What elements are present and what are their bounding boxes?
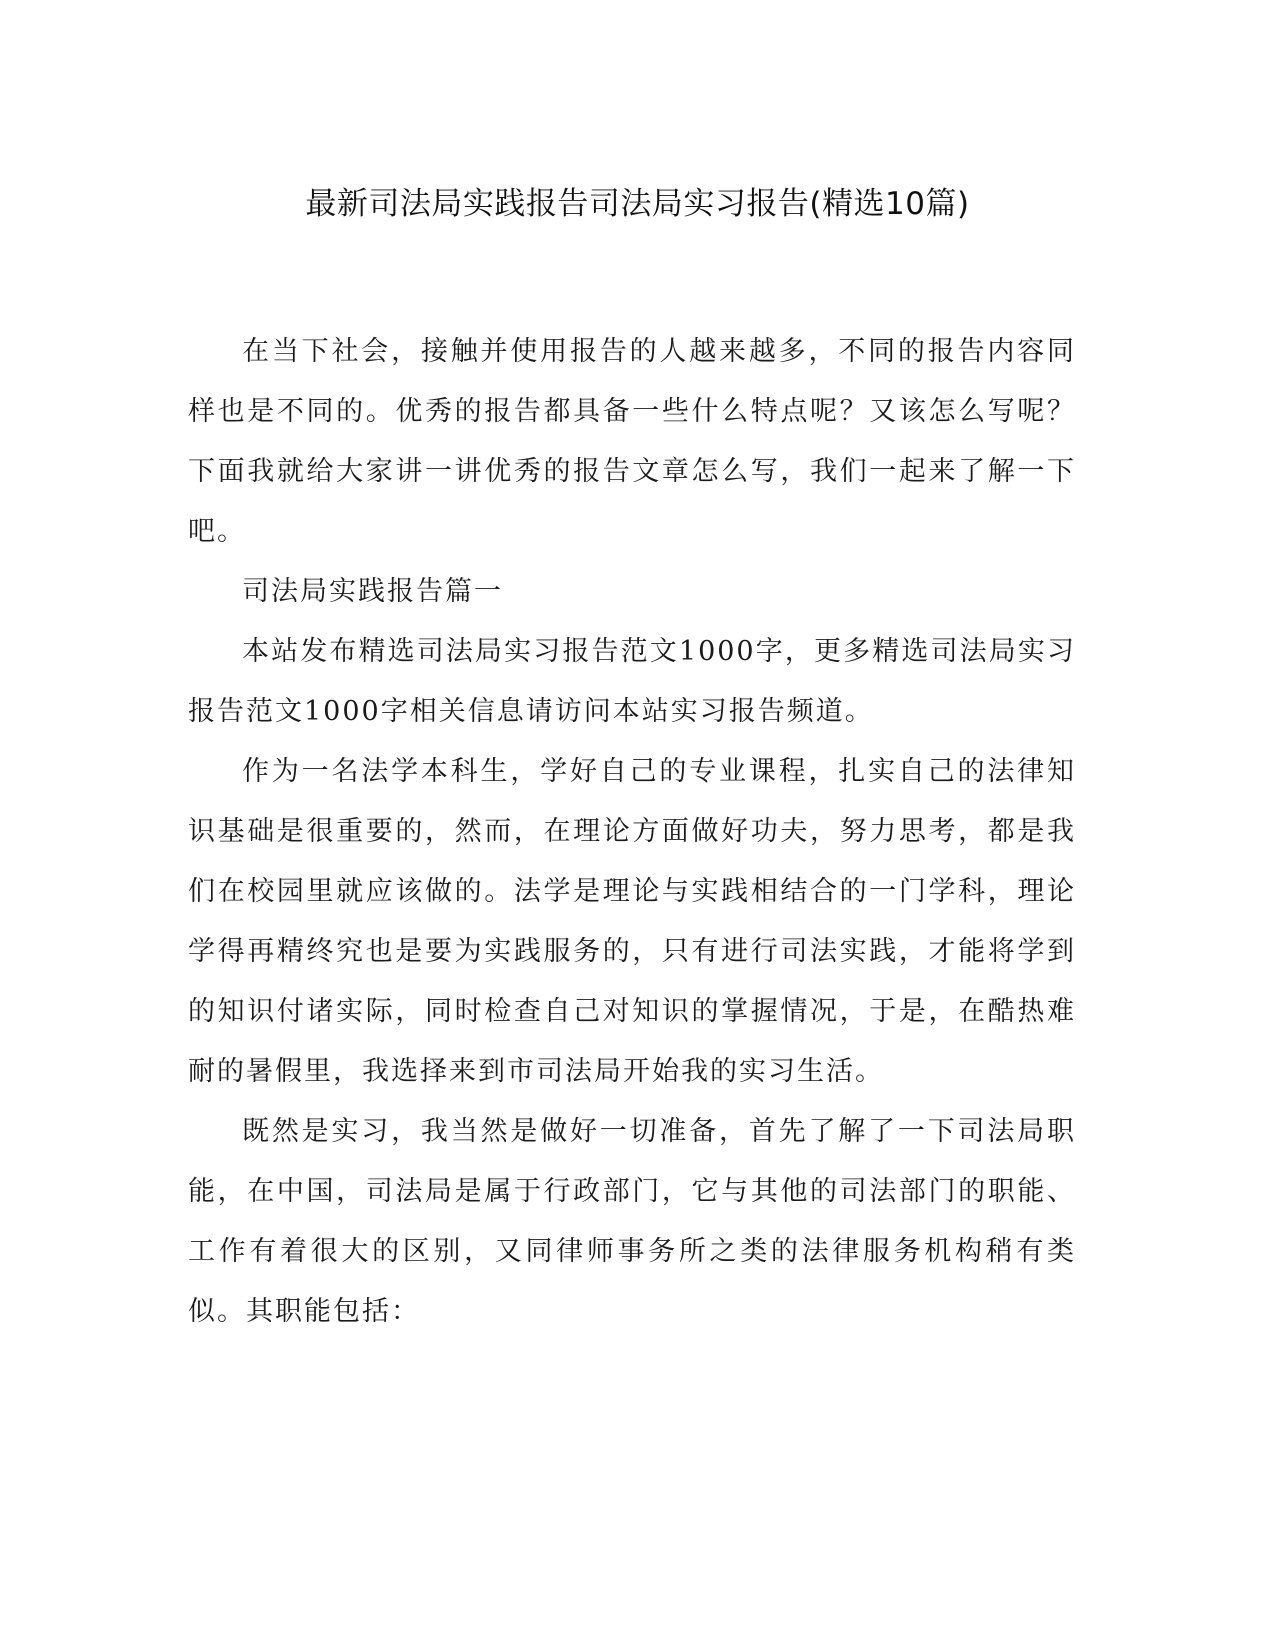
document-body: [188, 322, 1076, 1342]
body-paragraph: 既然是实习，我当然是做好一切准备，首先了解了一下司法局职能，在中国，司法局是属于行政部门，它与其他的司法部门的职能、工作有着很大的区别，又同律师事务所之类的法律服务机构稍有类似。其职能包括：: [188, 1116, 1076, 1327]
body-paragraph: 作为一名法学本科生，学好自己的专业课程，扎实自己的法律知识基础是很重要的，然而，在理论方面做好功夫，努力思考，都是我们在校园里就应该做的。法学是理论与实践相结合的一门学科，理论学得再精终究也是要为实践服务的，只有进行司法实践，才能将学到的知识付诸实际，同时检查自己对知识的掌握情况，于是，在酷热难耐的暑假里，我选择来到市司法局开始我的实习生活。: [188, 756, 1076, 1087]
document-title: 最新司法局实践报告司法局实习报告(精选10篇): [305, 186, 970, 222]
intro-paragraph: 在当下社会，接触并使用报告的人越来越多，不同的报告内容同样也是不同的。优秀的报告都具备一些什么特点呢？又该怎么写呢？下面我就给大家讲一讲优秀的报告文章怎么写，我们一起来了解一下吧。: [188, 336, 1076, 547]
section-heading: 司法局实践报告篇一: [242, 576, 503, 607]
site-notice-paragraph: 本站发布精选司法局实习报告范文1000字，更多精选司法局实习报告范文1000字相关信息请访问本站实习报告频道。: [188, 636, 1076, 727]
